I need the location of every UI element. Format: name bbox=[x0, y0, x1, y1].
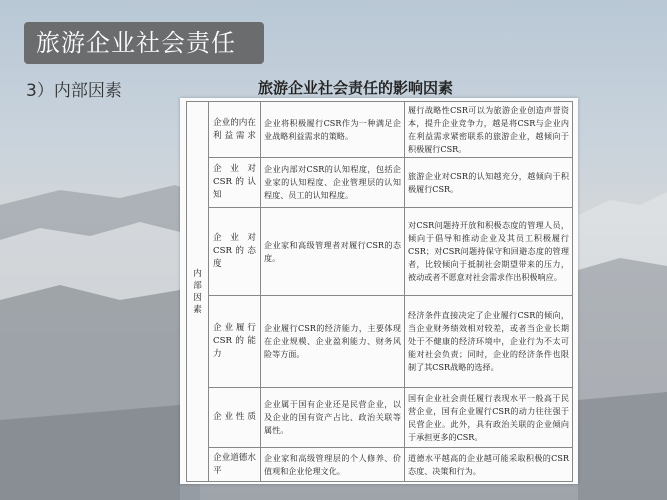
description-cell: 企业履行CSR的经济能力，主要体现在企业规模、企业盈利能力、财务风险等方面。 bbox=[261, 296, 405, 388]
table-sheet bbox=[180, 98, 578, 484]
effect-cell: 履行战略性CSR可以为旅游企业创造声誉资本，提升企业竞争力，越是将CSR与企业内在利益需求紧密联系的旅游企业，越倾向于积极履行CSR。 bbox=[405, 102, 573, 158]
table-row bbox=[187, 448, 573, 482]
description-cell: 企业将积极履行CSR作为一种满足企业战略利益需求的策略。 bbox=[261, 102, 405, 158]
effect-cell: 经济条件直接决定了企业履行CSR的倾向，当企业财务绩效相对较差，或者当企业长期处于不健康的经济环境中，企业行为不太可能对社会负责；同时，企业的经济条件也限制了其CSR战略的选择。 bbox=[405, 296, 573, 388]
effect-cell: 对CSR问题持开放和积极态度的管理人员，倾向于倡导和推动企业及其员工积极履行CSR；对CSR问题持保守和回避态度的管理者，比较倾向于抵制社会期望带来的压力，被动或者不愿意对社会需求作出积极响应。 bbox=[405, 208, 573, 296]
influence-factors-table bbox=[186, 101, 573, 482]
description-cell: 企业内部对CSR的认知程度，包括企业家的认知程度、企业管理层的认知程度、员工的认知程度。 bbox=[261, 158, 405, 208]
factor-cell: 企业对CSR的认知 bbox=[209, 158, 261, 208]
effect-cell: 旅游企业对CSR的认知越充分，越倾向于积极履行CSR。 bbox=[405, 158, 573, 208]
description-cell: 企业属于国有企业还是民营企业，以及企业的国有资产占比、政治关联等属性。 bbox=[261, 388, 405, 448]
factor-cell: 企业履行CSR的能力 bbox=[209, 296, 261, 388]
factor-cell: 企业的内在利益需求 bbox=[209, 102, 261, 158]
table-row bbox=[187, 158, 573, 208]
table-row bbox=[187, 208, 573, 296]
factor-cell: 企业性质 bbox=[209, 388, 261, 448]
description-cell: 企业家和高级管理层的个人修养、价值观和企业伦理文化。 bbox=[261, 448, 405, 482]
factor-cell: 企业道德水平 bbox=[209, 448, 261, 482]
table-row bbox=[187, 388, 573, 448]
effect-cell: 道德水平越高的企业越可能采取积极的CSR态度、决策和行为。 bbox=[405, 448, 573, 482]
group-label: 内部因素 bbox=[193, 268, 202, 315]
description-cell: 企业家和高级管理者对履行CSR的态度。 bbox=[261, 208, 405, 296]
table-row bbox=[187, 102, 573, 158]
group-cell bbox=[187, 102, 209, 482]
slide-title: 旅游企业社会责任 bbox=[24, 22, 264, 64]
factor-cell: 企业对CSR的态度 bbox=[209, 208, 261, 296]
table-row bbox=[187, 296, 573, 388]
section-subtitle: 3）内部因素 bbox=[26, 81, 122, 101]
table-title: 旅游企业社会责任的影响因素 bbox=[258, 79, 454, 97]
effect-cell: 国有企业社会责任履行表现水平一般高于民营企业，国有企业履行CSR的动力往往强于民营企业。此外，具有政治关联的企业倾向于承担更多的CSR。 bbox=[405, 388, 573, 448]
